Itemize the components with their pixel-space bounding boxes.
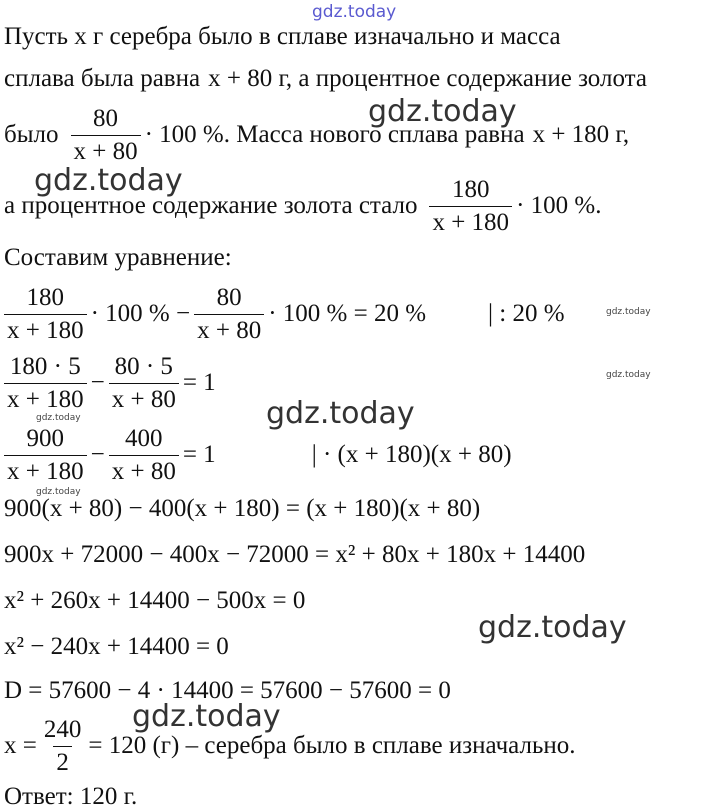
fraction-180-over-x-180 bbox=[4, 284, 87, 345]
watermark-small: gdz.today bbox=[606, 307, 651, 317]
equation-8 bbox=[4, 676, 451, 706]
text: | : 20 % bbox=[488, 300, 565, 327]
equation-9 bbox=[4, 715, 576, 777]
text: = 1 bbox=[182, 369, 216, 396]
text: Составим уравнение: bbox=[4, 244, 232, 271]
watermark-small: gdz.today bbox=[36, 413, 81, 423]
denominator: x + 80 bbox=[109, 455, 179, 486]
text: · 100 %. bbox=[516, 192, 602, 219]
numerator: 400 bbox=[125, 424, 163, 452]
text: сплава была равна bbox=[4, 65, 201, 92]
denominator: 2 bbox=[53, 746, 72, 777]
text: | · (x + 180)(x + 80) bbox=[311, 441, 512, 468]
fraction-400-over-x-80 bbox=[109, 425, 179, 486]
numerator: 180 bbox=[26, 283, 65, 311]
fraction-80-over-x-80 bbox=[194, 284, 264, 345]
equation-1 bbox=[0, 283, 565, 345]
denominator: x + 180 bbox=[429, 206, 512, 237]
denominator: x + 80 bbox=[194, 314, 264, 345]
numerator: 80 bbox=[216, 283, 242, 311]
text: x² − 240x + 14400 = 0 bbox=[4, 633, 229, 660]
text: = 1 bbox=[182, 441, 216, 468]
text: x + 80 г, а процентное содержание золота bbox=[208, 65, 647, 92]
text: · 100 % − bbox=[90, 300, 191, 327]
text-line-2 bbox=[4, 64, 647, 94]
denominator: x + 180 bbox=[4, 314, 87, 345]
fraction-180x5-over-x-180 bbox=[4, 353, 87, 414]
watermark-small: gdz.today bbox=[36, 487, 81, 497]
text-line-3 bbox=[4, 105, 629, 165]
text: 900x + 72000 − 400x − 72000 = x² + 80x + 180x + 14400 bbox=[4, 541, 586, 568]
text: а процентное содержание золота стало bbox=[4, 192, 418, 219]
equation-4 bbox=[4, 494, 480, 524]
denominator: x + 80 bbox=[71, 135, 141, 166]
fraction-80-over-x-80 bbox=[71, 105, 141, 166]
answer-line bbox=[4, 782, 137, 808]
watermark: gdz.today bbox=[368, 94, 517, 129]
equation-5 bbox=[4, 540, 585, 570]
text: = 120 (г) – серебра было в сплаве изначально. bbox=[88, 732, 576, 759]
fraction-180-over-x-180 bbox=[429, 176, 512, 237]
fraction-80x5-over-x-80 bbox=[109, 353, 179, 414]
text: · 100 % = 20 % bbox=[268, 300, 427, 327]
fraction-900-over-x-180 bbox=[4, 425, 87, 486]
watermark-small: gdz.today bbox=[606, 370, 651, 380]
text: было bbox=[4, 121, 59, 148]
numerator: 240 bbox=[43, 715, 82, 743]
equation-3: $\frac{900}{x + 180}$ − $\frac{400}{x + 80}$ = 1 | · (x + 180)(x + 80) bbox=[0, 424, 512, 486]
text-line-4 bbox=[4, 176, 601, 236]
equation-6 bbox=[4, 586, 305, 616]
fraction-240-over-2 bbox=[41, 716, 85, 777]
text: x + 180 г, bbox=[532, 121, 630, 148]
watermark: gdz.today bbox=[34, 163, 183, 198]
text: x = bbox=[4, 732, 37, 759]
watermark: gdz.today bbox=[478, 610, 627, 645]
numerator: 180 bbox=[452, 175, 490, 203]
answer-text: Ответ: 120 г. bbox=[4, 783, 138, 808]
numerator: 80 · 5 bbox=[114, 352, 173, 380]
text: x² + 260x + 14400 − 500x = 0 bbox=[4, 587, 306, 614]
watermark-top: gdz.today bbox=[312, 2, 397, 22]
equation-2: $\frac{180 \cdot 5}{x + 180}$ − $\frac{80 \cdot 5}{x + 80}$ = 1 bbox=[0, 352, 216, 414]
text: Пусть x г серебра было в сплаве изначально и масса bbox=[4, 23, 561, 50]
equation-7 bbox=[4, 632, 229, 662]
text: · 100 %. Масса нового сплава равна bbox=[144, 121, 525, 148]
text: D = 57600 − 4 · 14400 = 57600 − 57600 = 0 bbox=[4, 677, 451, 704]
denominator: x + 80 bbox=[109, 383, 179, 414]
text-line-5 bbox=[4, 243, 232, 273]
numerator: 180 · 5 bbox=[9, 352, 81, 380]
watermark: gdz.today bbox=[132, 699, 281, 734]
denominator: x + 180 bbox=[4, 455, 87, 486]
numerator: 900 bbox=[26, 424, 65, 452]
text-line-1 bbox=[4, 22, 561, 52]
text: 900(x + 80) − 400(x + 180) = (x + 180)(x + 80) bbox=[4, 495, 481, 522]
watermark: gdz.today bbox=[266, 396, 415, 431]
numerator: 80 bbox=[93, 104, 119, 132]
denominator: x + 180 bbox=[4, 383, 87, 414]
